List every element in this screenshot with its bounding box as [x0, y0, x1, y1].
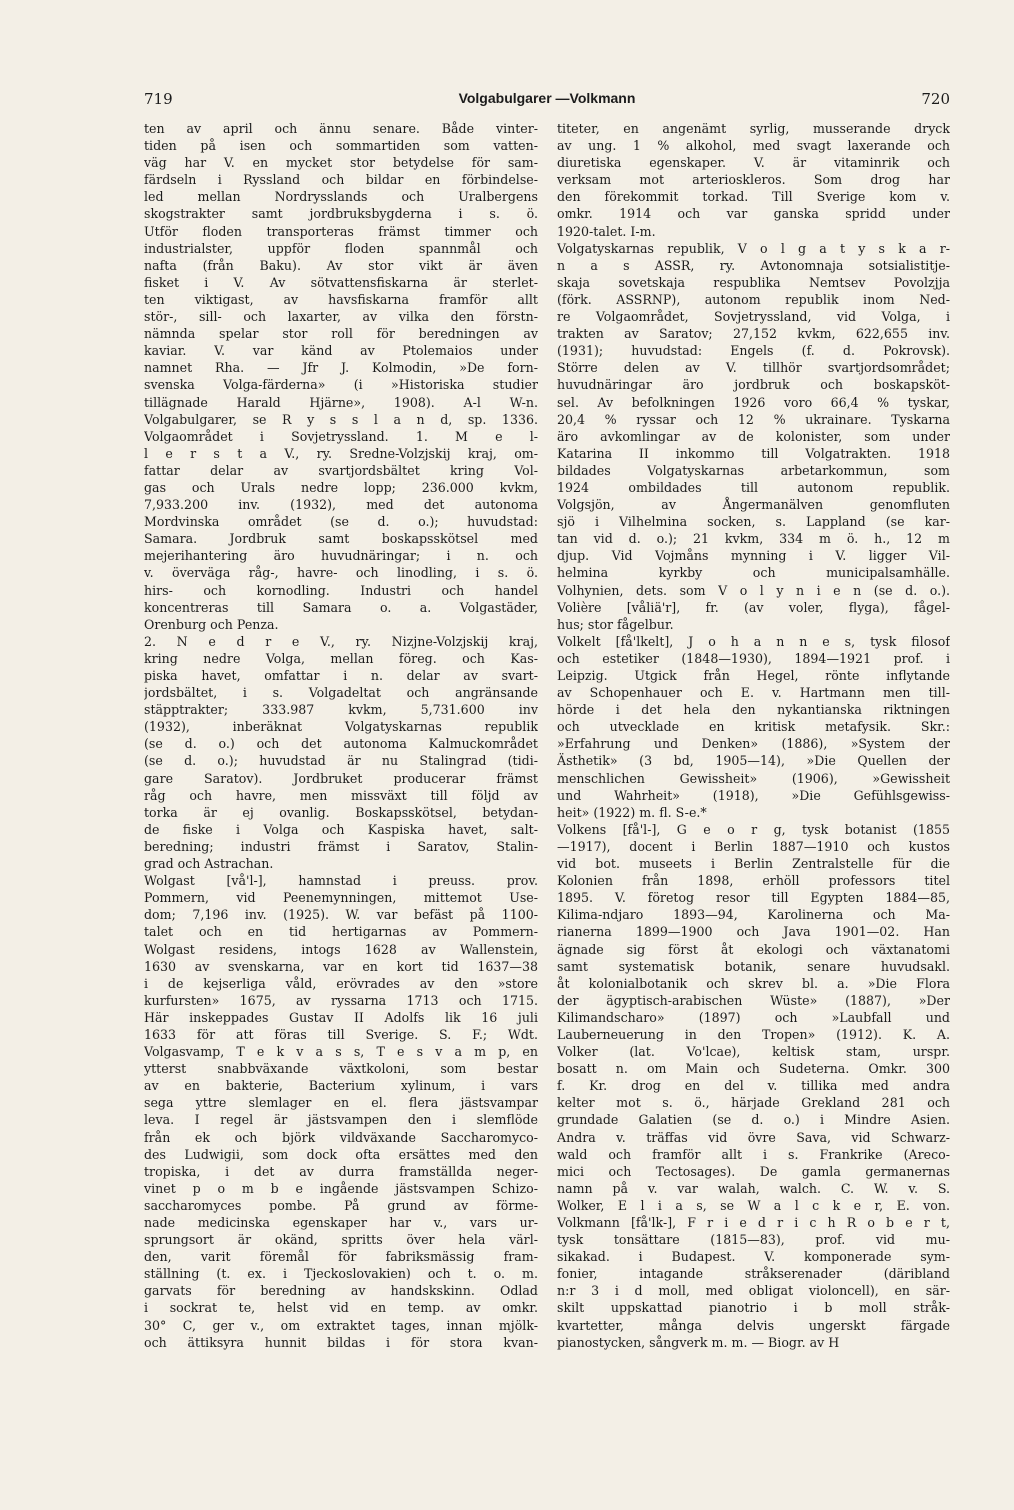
text-line: mejerihantering äro huvudnäringar; i n. och: [144, 548, 538, 564]
text-line: rianerna 1899—1900 och Java 1901—02. Han: [557, 924, 950, 940]
text-line: av ung. 1 % alkohol, med svagt laxerande och: [557, 138, 950, 154]
text-line: skogstrakter samt jordbruksbygderna i s. ö.: [144, 206, 538, 222]
text-line: grundade Galatien (se d. o.) i Mindre Asien.: [557, 1112, 950, 1128]
text-line: 7,933.200 inv. (1932), med det autonoma: [144, 497, 538, 513]
text-line: Volgatyskarnas republik, V o l g a t y s k a r-: [557, 240, 950, 256]
text-line: ställning (t. ex. i Tjeckoslovakien) och t. o. m.: [144, 1266, 538, 1282]
text-line: och estetiker (1848—1930), 1894—1921 prof. i: [557, 650, 950, 666]
text-line: trakten av Saratov; 27,152 kvkm, 622,655 inv.: [557, 326, 950, 342]
text-line: tan vid d. o.); 21 kvkm, 334 m ö. h., 12 m: [557, 531, 950, 547]
text-line: Volkelt [få'lkelt], J o h a n n e s, tysk filosof: [557, 633, 950, 649]
text-line: gare Saratov). Jordbruket producerar främst: [144, 770, 538, 786]
text-line: av Schopenhauer och E. v. Hartmann men till-: [557, 685, 950, 701]
text-line: råg och havre, men missväxt till följd av: [144, 787, 538, 803]
running-title: Volgabulgarer —Volkmann: [458, 90, 636, 106]
text-line: skaja sovetskaja respublika Nemtsev Povolzjja: [557, 274, 950, 290]
text-line: (se d. o.) och det autonoma Kalmuckområdet: [144, 736, 538, 752]
text-line: Kilima-ndjaro 1893—94, Karolinerna och Ma-: [557, 907, 950, 923]
text-line: leva. I regel är jästsvampen den i slemflöde: [144, 1112, 538, 1128]
text-line: v. överväga råg-, havre- och linodling, i s. ö.: [144, 565, 538, 581]
text-line: saccharomyces pombe. På grund av förme-: [144, 1197, 538, 1213]
text-line: ten av april och ännu senare. Både vinter-: [144, 121, 538, 136]
text-line: Här inskeppades Gustav II Adolfs lik 16 juli: [144, 1009, 538, 1025]
text-line: kring nedre Volga, mellan föreg. och Kas-: [144, 650, 538, 666]
text-line: (1932), inberäknat Volgatyskarnas republik: [144, 719, 538, 735]
text-line: titeter, en angenämt syrlig, musserande dryck: [557, 121, 950, 136]
text-line: färdseln i Ryssland och bildar en förbindelse-: [144, 172, 538, 188]
text-line: sel. Av befolkningen 1926 voro 66,4 % tyskar,: [557, 394, 950, 410]
text-line: »Erfahrung und Denken» (1886), »System der: [557, 736, 950, 752]
text-line: 1895. V. företog resor till Egypten 1884—85,: [557, 890, 950, 906]
text-line: talet och en tid hertigarnas av Pommern-: [144, 924, 538, 940]
text-line: ten viktigast, av havsfiskarna framför allt: [144, 291, 538, 307]
text-line: l e r s t a V., ry. Sredne-Volzjskij kraj, om-: [144, 445, 538, 461]
text-line: pianostycken, sångverk m. m. — Biogr. av H: [557, 1334, 840, 1350]
text-line: des Ludwigii, som dock ofta ersättes med den: [144, 1146, 538, 1162]
text-line: den förekommit torkad. Till Sverige kom v.: [557, 189, 950, 205]
text-line: Större delen av V. tillhör svartjordsområdet;: [557, 360, 950, 376]
text-line: nafta (från Baku). Av stor vikt är även: [144, 257, 538, 273]
text-line: Volgasvamp, T e k v a s s, T e s v a m p, en: [144, 1044, 538, 1060]
text-line: —1917), docent i Berlin 1887—1910 och kustos: [557, 838, 950, 854]
text-line: menschlichen Gewissheit» (1906), »Gewissheit: [557, 770, 950, 786]
text-line: Utför floden transporteras främst timmer och: [144, 223, 538, 239]
text-line: und Wahrheit» (1918), »Die Gefühlsgewiss-: [557, 787, 950, 803]
text-line: kaviar. V. var känd av Ptolemaios under: [144, 343, 538, 359]
text-line: Kolonien från 1898, erhöll professors titel: [557, 873, 950, 889]
text-line: skilt uppskattad pianotrio i b moll stråk-: [557, 1300, 950, 1316]
text-line: re Volgaområdet, Sovjetryssland, vid Volga, i: [557, 309, 950, 325]
text-line: n a s ASSR, ry. Avtonomnaja sotsialistitje-: [557, 257, 950, 273]
text-line: i de kejserliga våld, erövrades av den »store: [144, 975, 538, 991]
text-line: Mordvinska området (se d. o.); huvudstad:: [144, 514, 538, 530]
text-line: vinet p o m b e ingående jästsvampen Schizo-: [144, 1180, 538, 1196]
text-line: de fiske i Volga och Kaspiska havet, salt-: [144, 821, 538, 837]
text-line: åt kolonialbotanik och skrev bl. a. »Die Flora: [557, 975, 950, 991]
text-line: Volgsjön, av Ångermanälven genomfluten: [557, 497, 950, 513]
text-line: sikakad. i Budapest. V. komponerade sym-: [557, 1249, 950, 1265]
text-line: Kilimandscharo» (1897) och »Laubfall und: [557, 1009, 950, 1025]
text-line: namnet Rha. — Jfr J. Kolmodin, »De forn-: [144, 360, 538, 376]
text-line: Wolgast residens, intogs 1628 av Wallenstein,: [144, 941, 538, 957]
text-line: den, varit föremål för fabriksmässig fram-: [144, 1249, 538, 1265]
text-line: heit» (1922) m. fl. S-e.*: [557, 804, 707, 820]
text-line: f. Kr. drog en del v. tillika med andra: [557, 1078, 950, 1094]
text-line: ägnade sig först åt ekologi och växtanatomi: [557, 941, 950, 957]
text-line: (1931); huvudstad: Engels (f. d. Pokrovsk).: [557, 343, 950, 359]
text-line: der ägyptisch-arabischen Wüste» (1887), »Der: [557, 992, 950, 1008]
text-line: mici och Tectosages). De gamla germanernas: [557, 1163, 950, 1179]
text-line: Volkmann [få'lk-], F r i e d r i c h R o b e r t,: [557, 1215, 950, 1230]
text-line: piska havet, omfattar i n. delar av svart-: [144, 668, 538, 683]
text-line: sjö i Vilhelmina socken, s. Lappland (se kar-: [557, 514, 950, 530]
text-line: n:r 3 i d moll, med obligat violoncell), en sär-: [557, 1283, 950, 1299]
text-line: omkr. 1914 och var ganska spridd under: [557, 206, 950, 222]
text-line: samt systematisk botanik, senare huvudsakl.: [557, 958, 950, 974]
text-line: svenska Volga-färderna» (i »Historiska studier: [144, 377, 538, 393]
text-line: Orenburg och Penza.: [144, 616, 279, 632]
text-line: bildades Volgatyskarnas arbetarkommun, som: [557, 462, 950, 478]
text-line: fonier, intagande stråkserenader (däribland: [557, 1266, 950, 1282]
text-line: verksam mot arterioskleros. Som drog har: [557, 172, 950, 188]
text-line: Samara. Jordbruk samt boskapsskötsel med: [144, 531, 538, 547]
text-line: Volière [våliä'r], fr. (av voler, flyga), fågel-: [557, 599, 950, 615]
text-line: Pommern, vid Peenemynningen, mittemot Use-: [144, 890, 538, 906]
text-line: (se d. o.); huvudstad är nu Stalingrad (tidi-: [144, 753, 538, 769]
text-line: och utvecklade en kritisk metafysik. Skr.:: [557, 719, 950, 735]
text-line: 1630 av svenskarna, var en kort tid 1637—38: [144, 958, 538, 974]
text-line: sprungsort är okänd, spritts över hela värl-: [144, 1232, 538, 1248]
text-line: gas och Urals nedre lopp; 236.000 kvkm,: [144, 479, 538, 495]
text-line: 20,4 % ryssar och 12 % ukrainare. Tyskarna: [557, 411, 950, 427]
text-line: fisket i V. Av sötvattensfiskarna är sterlet-: [144, 274, 538, 290]
page-number-right: 720: [921, 90, 950, 108]
text-line: led mellan Nordrysslands och Uralbergens: [144, 189, 538, 205]
text-line: tiden på isen och sommartiden som vatten-: [144, 138, 538, 154]
text-line: namn på v. var walah, walch. C. W. v. S.: [557, 1180, 950, 1196]
text-line: Volgaområdet i Sovjetryssland. 1. M e l-: [144, 428, 538, 444]
text-line: torka är ej ovanlig. Boskapsskötsel, betydan-: [144, 804, 538, 820]
text-line: 1920-talet. I-m.: [557, 223, 656, 239]
text-line: 2. N e d r e V., ry. Nizjne-Volzjskij kraj,: [144, 633, 538, 649]
text-line: tysk tonsättare (1815—83), prof. vid mu-: [557, 1232, 950, 1248]
text-line: Wolker, E l i a s, se W a l c k e r, E. von.: [557, 1197, 950, 1213]
text-line: garvats för beredning av handskskinn. Odlad: [144, 1283, 538, 1299]
text-line: tropiska, i det av durra framställda neger-: [144, 1163, 538, 1179]
text-line: tillägnade Harald Hjärne», 1908). A-l W-n.: [144, 394, 538, 410]
text-line: i sockrat te, helst vid en temp. av omkr.: [144, 1300, 538, 1316]
text-line: dom; 7,196 inv. (1925). W. var befäst på 1100-: [144, 907, 538, 923]
text-line: 1633 för att föras till Sverige. S. F.; Wdt.: [144, 1026, 538, 1042]
left-column: [144, 120, 538, 1351]
text-line: och ättiksyra hunnit bildas i för stora kvan-: [144, 1334, 538, 1350]
text-line: Leipzig. Utgick från Hegel, rönte inflytande: [557, 668, 950, 683]
text-line: fattar delar av svartjordsbältet kring Vol-: [144, 462, 538, 478]
text-line: djup. Vid Vojmåns mynning i V. ligger Vil-: [557, 548, 950, 564]
text-line: nade medicinska egenskaper har v., vars ur-: [144, 1215, 538, 1230]
text-line: (förk. ASSRNP), autonom republik inom Ned-: [557, 291, 950, 307]
text-line: beredning; industri främst i Saratov, Stalin-: [144, 838, 538, 854]
text-line: 30° C, ger v., om extraktet tages, innan mjölk-: [144, 1317, 538, 1333]
text-line: av en bakterie, Bacterium xylinum, i vars: [144, 1078, 538, 1094]
text-line: jordsbältet, i s. Volgadeltat och angränsande: [144, 685, 538, 701]
text-line: Ästhetik» (3 bd, 1905—14), »Die Quellen der: [557, 753, 950, 769]
text-line: Volker (lat. Vo'lcae), keltisk stam, urspr.: [557, 1044, 950, 1060]
text-line: wald och framför allt i s. Frankrike (Areco-: [557, 1146, 950, 1162]
text-line: diuretiska egenskaper. V. är vitaminrik och: [557, 155, 950, 171]
right-column: [557, 120, 950, 1351]
text-line: hirs- och kornodling. Industri och handel: [144, 582, 538, 598]
text-line: hus; stor fågelbur.: [557, 616, 674, 632]
text-line: kvartetter, många delvis ungerskt färgade: [557, 1317, 950, 1333]
text-line: Katarina II inkommo till Volgatrakten. 1918: [557, 445, 950, 461]
text-line: stör-, sill- och laxarter, av vilka den förstn-: [144, 309, 538, 325]
text-line: helmina kyrkby och municipalsamhälle.: [557, 565, 950, 581]
text-line: från ek och björk vildväxande Saccharomyco-: [144, 1129, 538, 1145]
page-number-left: 719: [144, 90, 173, 108]
text-line: ytterst snabbväxande växtkoloni, som bestar: [144, 1061, 538, 1077]
text-line: hörde i det hela den nykantianska riktningen: [557, 702, 950, 718]
text-line: grad och Astrachan.: [144, 856, 274, 872]
text-line: Andra v. träffas vid övre Sava, vid Schwarz-: [557, 1129, 950, 1145]
text-line: vid bot. museets i Berlin Zentralstelle für die: [557, 856, 950, 872]
text-line: nämnda spelar stor roll för beredningen av: [144, 326, 538, 342]
text-line: stäpptrakter; 333.987 kvkm, 5,731.600 inv: [144, 702, 538, 718]
text-line: bosatt n. om Main och Sudeterna. Omkr. 300: [557, 1061, 950, 1077]
text-line: Wolgast [vå'l-], hamnstad i preuss. prov.: [144, 873, 538, 889]
text-line: Volkens [få'l-], G e o r g, tysk botanist (1855: [557, 821, 950, 837]
text-line: väg har V. en mycket stor betydelse för sam-: [144, 155, 538, 171]
text-line: industrialster, uppför floden spannmål och: [144, 240, 538, 256]
text-line: sega yttre slemlager en el. flera jästsvampar: [144, 1095, 538, 1111]
text-line: Lauberneuerung in den Tropen» (1912). K. A.: [557, 1026, 950, 1042]
text-line: huvudnäringar äro jordbruk och boskapsköt-: [557, 377, 950, 393]
text-line: 1924 ombildades till autonom republik.: [557, 479, 950, 495]
text-line: kurfursten» 1675, av ryssarna 1713 och 1715.: [144, 992, 538, 1008]
text-line: koncentreras till Samara o. a. Volgastäder,: [144, 599, 538, 615]
page-header: [144, 90, 950, 114]
text-line: Volhynien, dets. som V o l y n i e n (se d. o.).: [557, 582, 950, 598]
text-line: Volgabulgarer, se R y s s l a n d, sp. 1336.: [144, 411, 538, 427]
text-line: äro avkomlingar av de kolonister, som under: [557, 428, 950, 444]
text-line: kelter mot s. ö., härjade Grekland 281 och: [557, 1095, 950, 1111]
